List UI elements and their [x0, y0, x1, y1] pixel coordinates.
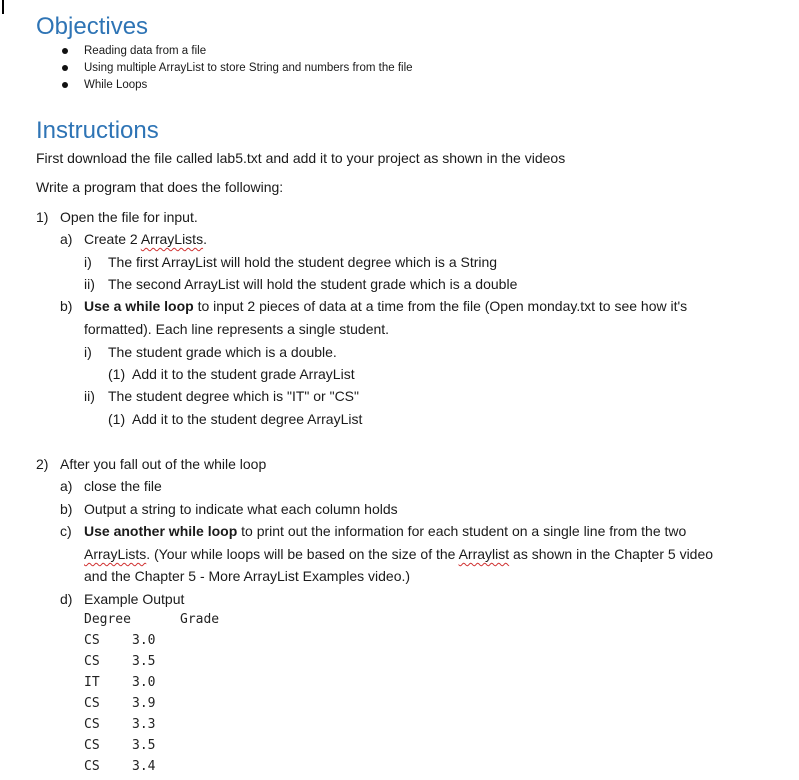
- sub-step-letter: b): [60, 298, 73, 314]
- output-grade: 3.5: [132, 654, 156, 669]
- step-2b-text: Output a string to indicate what each column holds: [84, 501, 398, 517]
- bullet-icon: [62, 48, 68, 54]
- step-number: 1): [36, 209, 49, 225]
- spellcheck-word: ArrayLists: [140, 231, 204, 247]
- step-2c-continued-2: and the Chapter 5 - More ArrayList Examples video.): [84, 568, 411, 584]
- roman-number: ii): [84, 276, 95, 292]
- output-grade: 3.0: [132, 633, 156, 648]
- step-2c-text: Use another while loop to print out the information for each student on a single line from the two: [84, 523, 687, 539]
- roman-number: i): [84, 344, 92, 360]
- output-degree: CS: [84, 738, 100, 753]
- output-grade: 3.0: [132, 675, 156, 690]
- output-grade: 3.3: [132, 717, 156, 732]
- output-grade: 3.5: [132, 738, 156, 753]
- step-2a-text: close the file: [84, 478, 162, 494]
- output-degree: CS: [84, 717, 100, 732]
- step-1a-i-text: The first ArrayList will hold the student degree which is a String: [108, 254, 498, 270]
- step-1a-text: Create 2 ArrayLists.: [84, 231, 207, 247]
- step-1b-ii-1-text: Add it to the student degree ArrayList: [132, 411, 363, 427]
- output-degree: CS: [84, 696, 100, 711]
- sub-step-letter: c): [60, 523, 72, 539]
- spellcheck-word: Arraylist: [458, 546, 510, 562]
- objective-item: Reading data from a file: [84, 45, 207, 57]
- step-1b-text: Use a while loop to input 2 pieces of data at a time from the file (Open monday.txt to see how it's: [84, 298, 688, 314]
- output-grade: 3.9: [132, 696, 156, 711]
- step-1b-continued: formatted). Each line represents a single student.: [84, 321, 390, 337]
- step-1b-i-1-text: Add it to the student grade ArrayList: [132, 366, 355, 382]
- roman-number: ii): [84, 388, 95, 404]
- instructions-heading: Instructions: [36, 117, 159, 144]
- step-2-text: After you fall out of the while loop: [60, 456, 267, 472]
- roman-number: i): [84, 254, 92, 270]
- output-degree: IT: [84, 675, 100, 690]
- write-text: Write a program that does the following:: [36, 179, 284, 195]
- step-1b-i-text: The student grade which is a double.: [108, 344, 337, 360]
- step-1a-ii-text: The second ArrayList will hold the student grade which is a double: [108, 276, 518, 292]
- sub-step-letter: b): [60, 501, 73, 517]
- sub-step-letter: a): [60, 478, 73, 494]
- intro-text: First download the file called lab5.txt and add it to your project as shown in the videos: [36, 150, 566, 166]
- output-degree: CS: [84, 633, 100, 648]
- paren-number: (1): [108, 411, 126, 427]
- step-1-text: Open the file for input.: [60, 209, 198, 225]
- step-number: 2): [36, 456, 49, 472]
- output-grade: 3.4: [132, 759, 156, 774]
- output-degree: CS: [84, 759, 100, 774]
- objectives-heading: Objectives: [36, 13, 149, 40]
- output-header-degree: Degree: [84, 612, 131, 627]
- sub-step-letter: d): [60, 591, 73, 607]
- text-cursor: [2, 0, 4, 14]
- step-2c-continued: ArrayLists. (Your while loops will be based on the size of the Arraylist as shown in the Chapter 5 video: [84, 546, 714, 562]
- step-2d-text: Example Output: [84, 591, 185, 607]
- bullet-icon: [62, 82, 68, 88]
- paren-number: (1): [108, 366, 126, 382]
- objective-item: Using multiple ArrayList to store String and numbers from the file: [84, 62, 413, 74]
- output-header-grade: Grade: [180, 612, 220, 627]
- sub-step-letter: a): [60, 231, 73, 247]
- spellcheck-word: ArrayLists: [84, 546, 147, 562]
- bullet-icon: [62, 65, 68, 71]
- step-1b-ii-text: The student degree which is "IT" or "CS": [108, 388, 359, 404]
- objective-item: While Loops: [84, 79, 148, 91]
- output-degree: CS: [84, 654, 100, 669]
